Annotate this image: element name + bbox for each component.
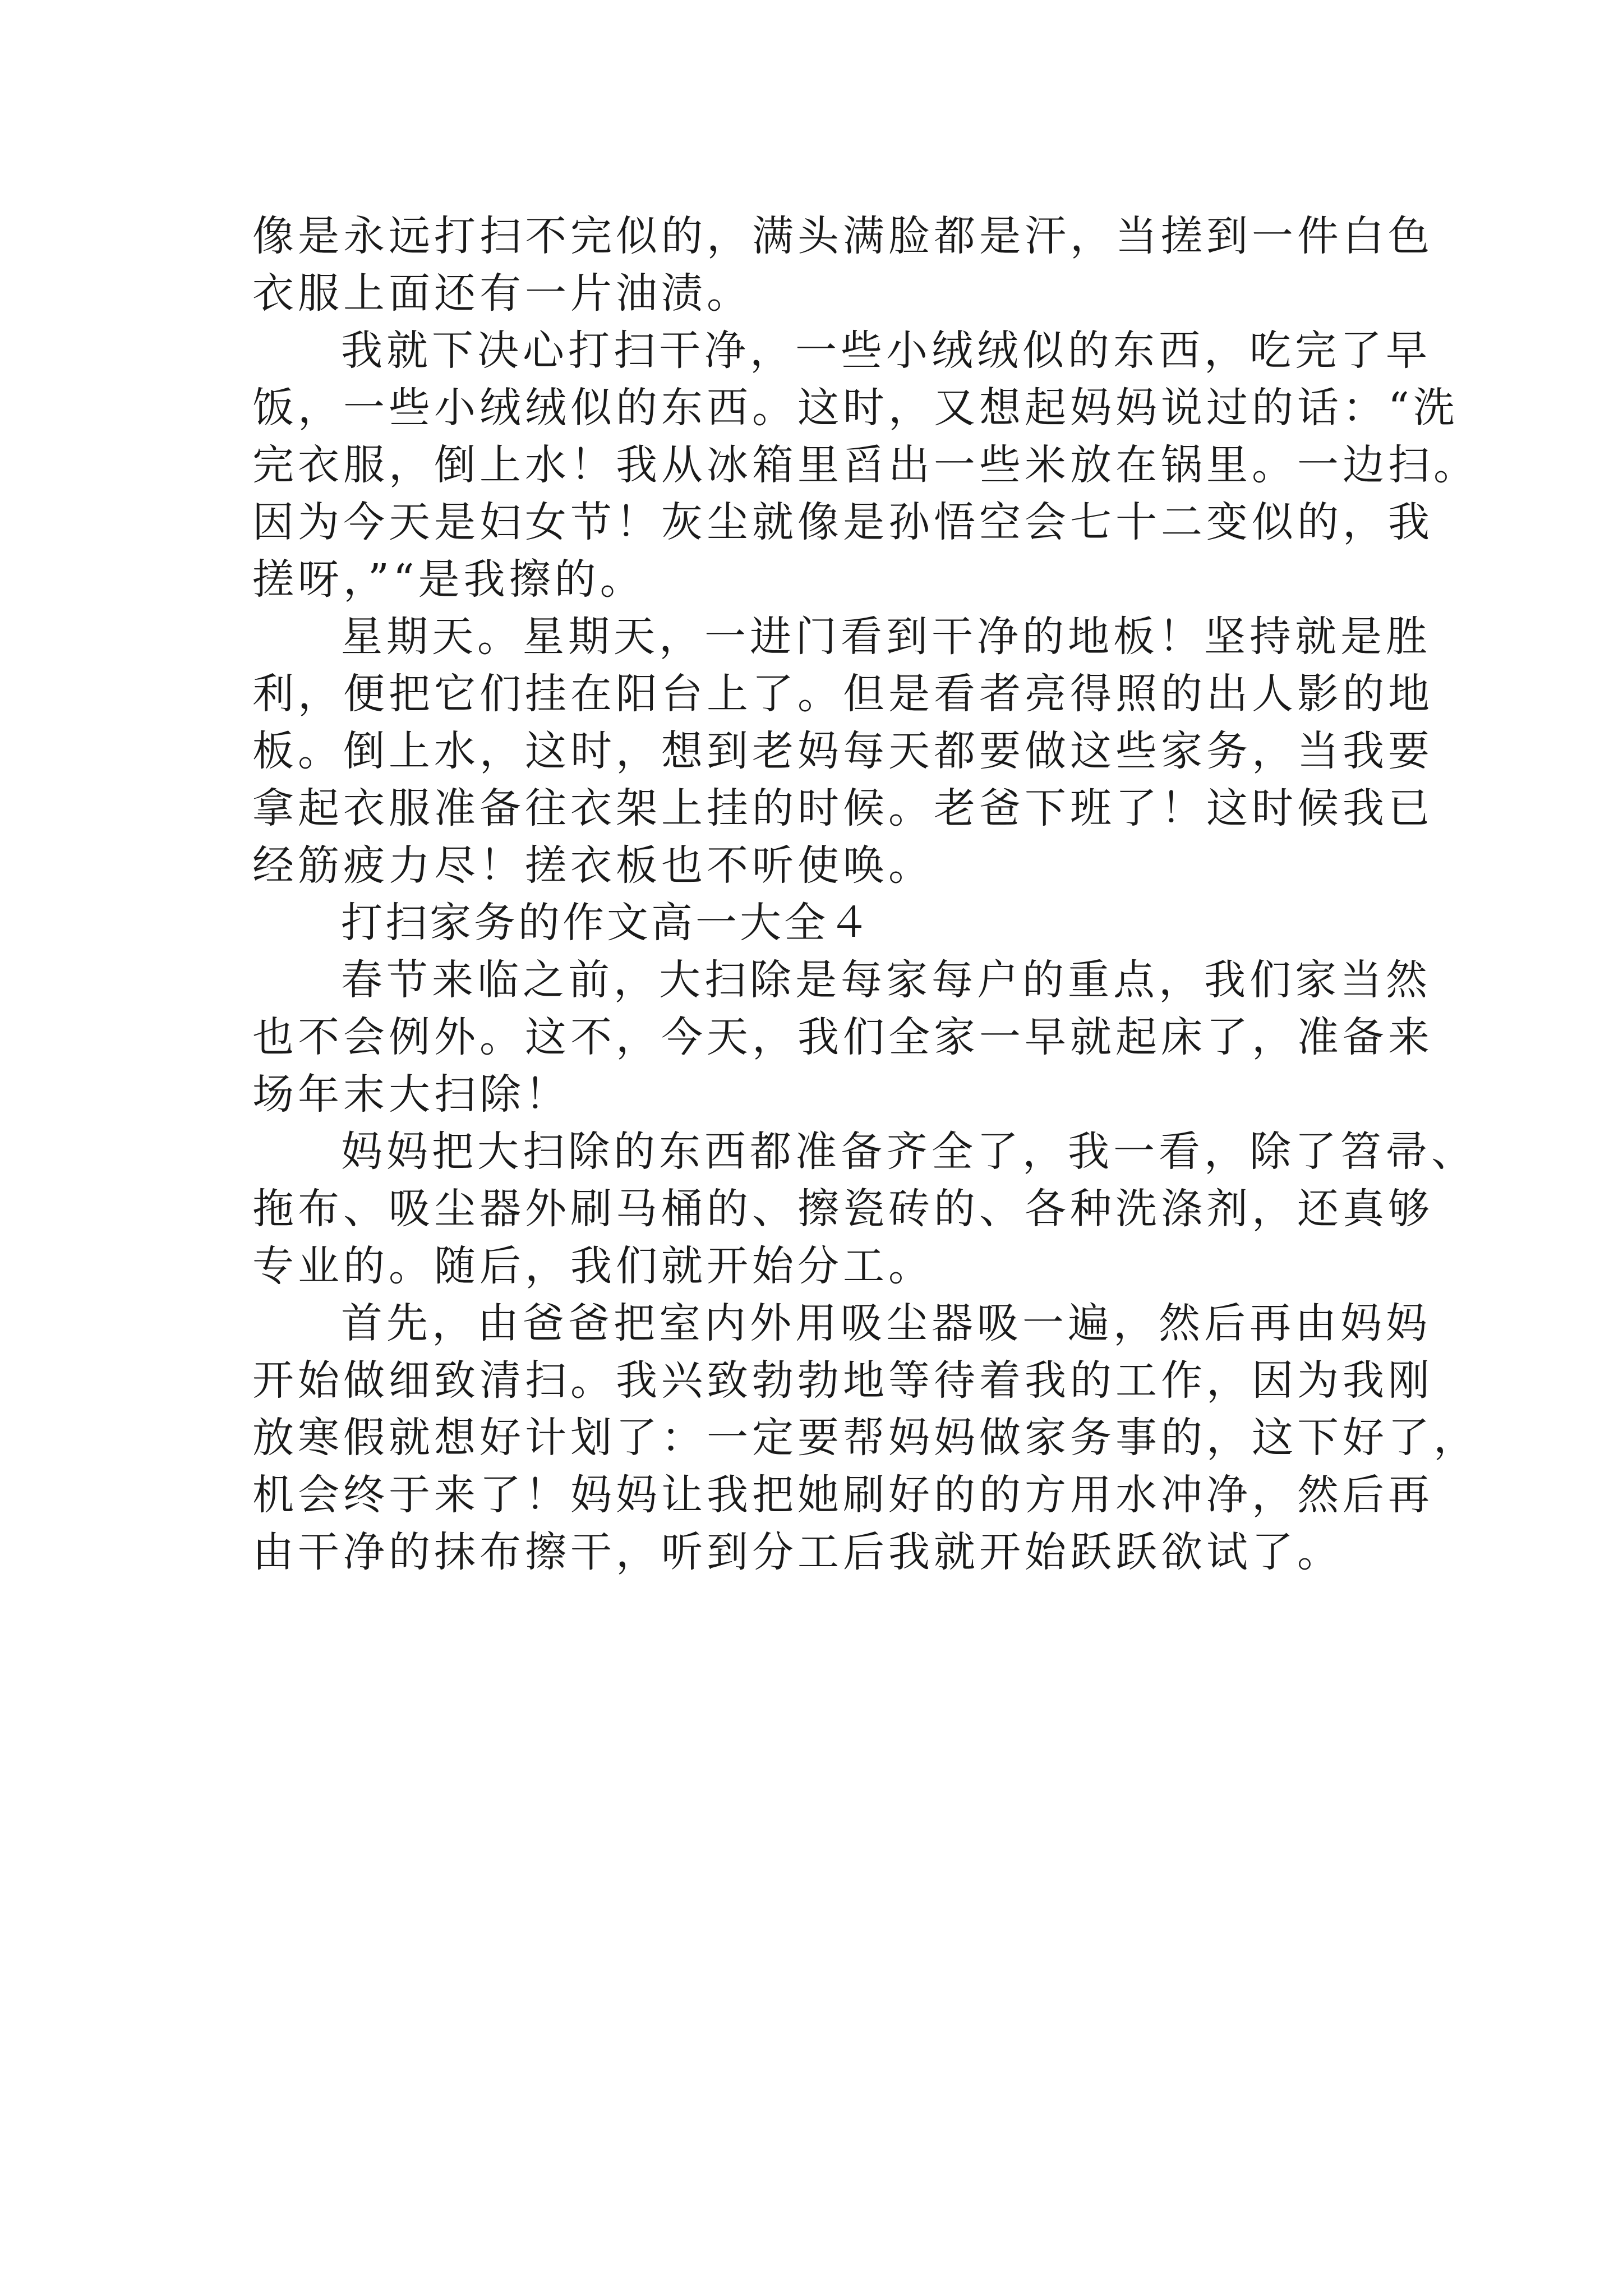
text-line: 机会终于来了！妈妈让我把她刷好的的方用水冲净，然后再 — [252, 1471, 1433, 1519]
paragraph-first-line: 妈妈把大扫除的东西都准备齐全了，我一看，除了笤帚、 — [341, 1128, 1477, 1176]
paragraph-first-line: 星期天。星期天，一进门看到干净的地板！坚持就是胜 — [341, 613, 1431, 661]
text-line: 因为今天是妇女节！灰尘就像是孙悟空会七十二变似的，我 — [252, 498, 1433, 546]
text-line: 经筋疲力尽！搓衣板也不听使唤。 — [252, 841, 934, 890]
text-line: 放寒假就想好计划了：一定要帮妈妈做家务事的，这下好了， — [252, 1414, 1479, 1462]
text-line: 由干净的抹布擦干，听到分工后我就开始跃跃欲试了。 — [252, 1528, 1343, 1576]
text-line: 饭，一些小绒绒似的东西。这时，又想起妈妈说过的话：“洗 — [252, 384, 1459, 432]
text-line: 衣服上面还有一片油渍。 — [252, 269, 752, 318]
paragraph-first-line: 我就下决心打扫干净，一些小绒绒似的东西，吃完了早 — [341, 326, 1431, 375]
paragraph-first-line: 春节来临之前，大扫除是每家每户的重点，我们家当然 — [341, 956, 1431, 1004]
section-heading: 打扫家务的作文高一大全４ — [341, 899, 873, 947]
paragraph-first-line: 首先，由爸爸把室内外用吸尘器吸一遍，然后再由妈妈 — [341, 1299, 1431, 1347]
text-line: 也不会例外。这不，今天，我们全家一早就起床了，准备来 — [252, 1013, 1433, 1061]
text-line: 完衣服，倒上水！我从冰箱里舀出一些米放在锅里。一边扫。 — [252, 441, 1479, 489]
text-line: 像是永远打扫不完似的，满头满脸都是汗，当搓到一件白色 — [252, 212, 1433, 260]
document-body — [252, 208, 1479, 1581]
text-line: 专业的。随后，我们就开始分工。 — [252, 1242, 934, 1290]
text-line: 场年末大扫除！ — [252, 1070, 570, 1119]
text-line: 拿起衣服准备往衣架上挂的时候。老爸下班了！这时候我已 — [252, 784, 1433, 832]
text-line: 开始做细致清扫。我兴致勃勃地等待着我的工作，因为我刚 — [252, 1356, 1433, 1405]
text-line: 利，便把它们挂在阳台上了。但是看者亮得照的出人影的地 — [252, 670, 1433, 718]
text-line: 板。倒上水，这时，想到老妈每天都要做这些家务，当我要 — [252, 727, 1433, 775]
text-line: 搓呀，”“是我擦的。 — [252, 555, 645, 604]
text-line: 拖布、吸尘器外刷马桶的、擦瓷砖的、各种洗涤剂，还真够 — [252, 1185, 1433, 1233]
